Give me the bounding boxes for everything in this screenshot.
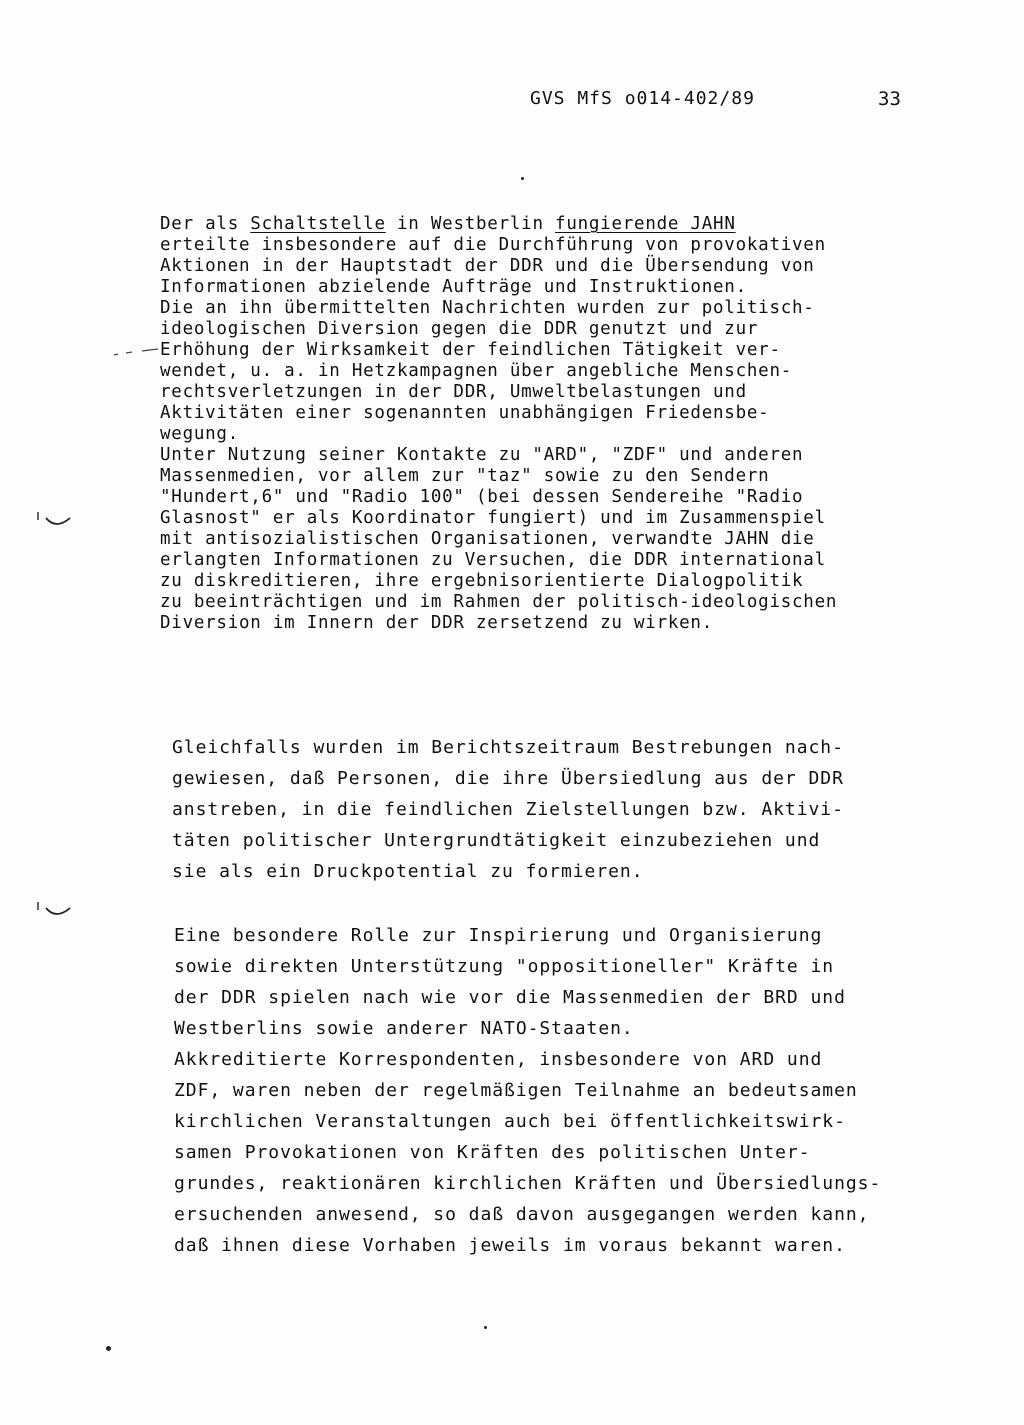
paragraph-3-line-7: kirchlichen Veranstaltungen auch bei öffentlichkeitswirk- — [174, 1111, 846, 1132]
paragraph-2-line-3: anstreben, in die feindlichen Zielstellungen bzw. Aktivi- — [172, 799, 844, 820]
paragraph-1-line-17: erlangten Informationen zu Versuchen, die DDR international — [160, 550, 826, 570]
paragraph-3-line-4: Westberlins sowie anderer NATO-Staaten. — [174, 1018, 634, 1039]
paragraph-3 — [174, 920, 881, 1261]
paragraph-3-line-8: samen Provokationen von Kräften des politischen Unter- — [174, 1142, 811, 1163]
paragraph-1-line-6: ideologischen Diversion gegen die DDR genutzt und zur — [160, 319, 759, 339]
paragraph-1-line-18: zu diskreditieren, ihre ergebnisorientierte Dialogpolitik — [160, 571, 804, 591]
paragraph-1-line-4: Informationen abzielende Aufträge und Instruktionen. — [160, 277, 747, 297]
paragraph-2 — [172, 732, 844, 887]
paragraph-3-line-11: daß ihnen diese Vorhaben jeweils im voraus bekannt waren. — [174, 1235, 846, 1256]
paragraph-1-line-7: Erhöhung der Wirksamkeit der feindlichen Tätigkeit ver- — [160, 340, 781, 360]
document-reference: GVS MfS o014-402/89 — [530, 88, 755, 109]
paragraph-1-line-3: Aktionen in der Hauptstadt der DDR und die Übersendung von — [160, 256, 815, 276]
paragraph-2-line-4: täten politischer Untergrundtätigkeit einzubeziehen und — [172, 830, 821, 851]
paragraph-1-line-19: zu beeinträchtigen und im Rahmen der politisch-ideologischen — [160, 592, 838, 612]
paragraph-1-line-16: mit antisozialistischen Organisationen, verwandte JAHN die — [160, 529, 815, 549]
paragraph-1-line-11: wegung. — [160, 424, 240, 444]
stray-ink-mark — [112, 345, 160, 359]
paragraph-1-line-5: Die an ihn übermittelten Nachrichten wurden zur politisch- — [160, 298, 815, 318]
paragraph-3-line-9: grundes, reaktionären kirchlichen Kräften und Übersiedlungs- — [174, 1173, 882, 1194]
line-text: in Westberlin — [385, 214, 556, 234]
speck — [106, 1346, 111, 1351]
paragraph-1-line-10: Aktivitäten einer sogenannten unabhängigen Friedensbe- — [160, 403, 770, 423]
paragraph-1-line-14: "Hundert,6" und "Radio 100" (bei dessen Sendereihe "Radio — [160, 487, 804, 507]
paragraph-3-line-10: ersuchenden anwesend, so daß davon ausgegangen werden kann, — [174, 1204, 870, 1225]
underlined-term: fungierende JAHN — [555, 214, 736, 234]
paragraph-1 — [160, 214, 837, 634]
paragraph-1-line-15: Glasnost" er als Koordinator fungiert) und im Zusammenspiel — [160, 508, 826, 528]
paragraph-3-line-1: Eine besondere Rolle zur Inspirierung und Organisierung — [174, 925, 823, 946]
speck — [484, 1326, 487, 1329]
paragraph-1-line-13: Massenmedien, vor allem zur "taz" sowie zu den Sendern — [160, 466, 770, 486]
underlined-term: Schaltstelle — [250, 214, 386, 234]
speck — [521, 177, 524, 180]
paragraph-3-line-6: ZDF, waren neben der regelmäßigen Teilnahme an bedeutsamen — [174, 1080, 858, 1101]
punch-hole-mark — [34, 508, 74, 530]
paragraph-1-line-1 — [160, 214, 837, 235]
paragraph-3-line-3: der DDR spielen nach wie vor die Massenmedien der BRD und — [174, 987, 846, 1008]
paragraph-2-line-2: gewiesen, daß Personen, die ihre Übersiedlung aus der DDR — [172, 768, 844, 789]
paragraph-1-line-9: rechtsverletzungen in der DDR, Umweltbelastungen und — [160, 382, 747, 402]
paragraph-1-line-2: erteilte insbesondere auf die Durchführung von provokativen — [160, 235, 826, 255]
paragraph-2-line-5: sie als ein Druckpotential zu formieren. — [172, 861, 644, 882]
page-number: 33 — [878, 88, 901, 110]
line-text: Der als — [160, 214, 251, 234]
paragraph-1-line-8: wendet, u. a. in Hetzkampagnen über angebliche Menschen- — [160, 361, 793, 381]
paragraph-2-line-1: Gleichfalls wurden im Berichtszeitraum Bestrebungen nach- — [172, 737, 844, 758]
paragraph-3-line-2: sowie direkten Unterstützung "oppositioneller" Kräfte in — [174, 956, 835, 977]
paragraph-3-line-5: Akkreditierte Korrespondenten, insbesondere von ARD und — [174, 1049, 823, 1070]
paragraph-1-line-20: Diversion im Innern der DDR zersetzend zu wirken. — [160, 613, 714, 633]
paragraph-1-line-12: Unter Nutzung seiner Kontakte zu "ARD", "ZDF" und anderen — [160, 445, 804, 465]
punch-hole-mark — [34, 898, 74, 920]
page-header — [0, 88, 1024, 118]
